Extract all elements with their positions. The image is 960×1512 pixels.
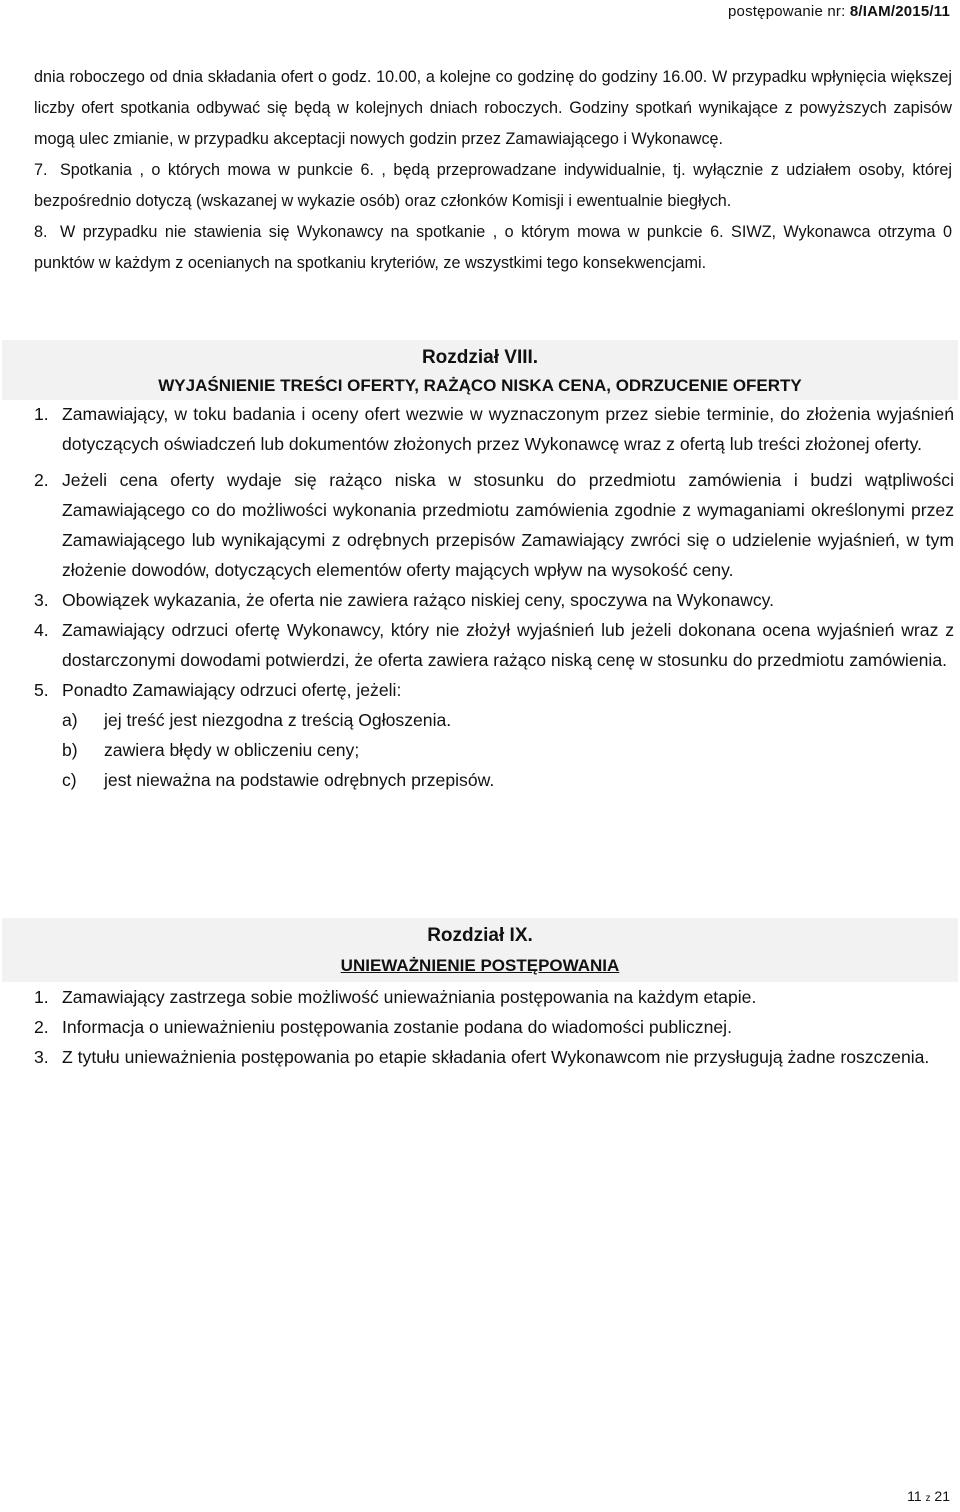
list-item-number: 1. [34, 987, 49, 1007]
header-prefix: postępowanie nr: [728, 3, 850, 20]
sublist-item-text: jest nieważna na podstawie odrębnych przepisów. [104, 770, 495, 790]
list-item [34, 585, 954, 615]
current-page: 11 [907, 1488, 922, 1504]
sublist-item-letter: a) [62, 710, 78, 730]
intro-item-text: W przypadku nie stawienia się Wykonawcy na spotkanie , o którym mowa w punkcie 6. SIWZ, Wykonawca otrzyma 0 punktów w każdym z ocenianych na spotkaniu kryteriów, ze wszystkimi tego konsekwencjami. [34, 223, 952, 272]
list-item-text: Informacja o unieważnieniu postępowania zostanie podana do wiadomości publicznej. [62, 1017, 732, 1037]
intro-item-text: Spotkania , o których mowa w punkcie 6. , będą przeprowadzane indywidualnie, tj. wyłącznie z udziałem osoby, której bezpośrednio dotyczą (wskazanej w wykazie osób) oraz członków Komisji i ewentualnie biegłych. [34, 161, 952, 210]
total-pages: 21 [934, 1488, 950, 1504]
list-item [34, 982, 954, 1012]
sublist-item [62, 735, 954, 765]
intro-continuation: dnia roboczego od dnia składania ofert o godz. 10.00, a kolejne co godzinę do godziny 16.00. W przypadku wpłynięcia większej liczby ofert spotkania odbywać się będą w kolejnych dniach roboczych. Godziny spotkań wynikające z powyższych zapisów mogą ulec zmianie, w przypadku akceptacji nowych godzin przez Zamawiającego i Wykonawcę. [34, 68, 952, 148]
sublist [62, 705, 954, 795]
sublist-item [62, 765, 954, 795]
list-item-number: 4. [34, 620, 49, 640]
list-item-text: Zamawiający odrzuci ofertę Wykonawcy, który nie złożył wyjaśnień lub jeżeli dokonana ocena wyjaśnień wraz z dostarczonymi dowodami potwierdzi, że oferta zawiera rażąco niską cenę w stosunku do przedmiotu zamówienia. [62, 620, 954, 670]
list-item-number: 2. [34, 470, 49, 490]
chapter-8-heading [2, 340, 958, 400]
list-item-number: 3. [34, 1047, 49, 1067]
sublist-item [62, 705, 954, 735]
list-item [34, 1012, 954, 1042]
sublist-item-text: zawiera błędy w obliczeniu ceny; [104, 740, 360, 760]
list-item-number: 2. [34, 1017, 49, 1037]
intro-item-number: 7. [34, 161, 48, 179]
sublist-item-text: jej treść jest niezgodna z treścią Ogłoszenia. [104, 710, 452, 730]
intro-item-8 [34, 217, 952, 279]
chapter-title: Rozdział IX. [427, 925, 533, 946]
list-item [34, 399, 954, 459]
chapter-subtitle: UNIEWAŻNIENIE POSTĘPOWANIA [340, 956, 620, 975]
intro-section [34, 62, 952, 279]
list-item [34, 675, 954, 705]
list-item-number: 3. [34, 590, 49, 610]
list-item-text: Z tytułu unieważnienia postępowania po etapie składania ofert Wykonawcom nie przysługują żadne roszczenia. [62, 1047, 930, 1067]
sublist-wrapper [34, 705, 954, 795]
chapter-title: Rozdział VIII. [421, 347, 539, 368]
chapter-9-heading [2, 918, 958, 982]
sublist-item-letter: c) [62, 770, 77, 790]
list-item-text: Jeżeli cena oferty wydaje się rażąco niska w stosunku do przedmiotu zamówienia i budzi wątpliwości Zamawiającego co do możliwości wykonania przedmiotu zamówienia zgodnie z wymaganiami określonymi przez Zamawiającego lub wynikającymi z odrębnych przepisów Zamawiający zwróci się o udzielenie wyjaśnień, w tym złożenie dowodów, dotyczących elementów oferty mających wpływ na wysokość ceny. [62, 470, 954, 580]
page-number [907, 1488, 950, 1504]
list-item-number: 5. [34, 680, 49, 700]
list-item-text: Obowiązek wykazania, że oferta nie zawiera rażąco niskiej ceny, spoczywa na Wykonawcy. [62, 590, 775, 610]
list-item [34, 465, 954, 585]
document-header [728, 3, 950, 20]
chapter-8-list [34, 399, 954, 795]
list-item-number: 1. [34, 404, 49, 424]
chapter-9-list [34, 982, 954, 1072]
intro-item-7 [34, 155, 952, 217]
list-item-text: Zamawiający zastrzega sobie możliwość unieważniania postępowania na każdym etapie. [62, 987, 757, 1007]
list-item [34, 1042, 954, 1072]
intro-item-number: 8. [34, 223, 48, 241]
case-number: 8/IAM/2015/11 [849, 3, 950, 20]
chapter-subtitle: WYJAŚNIENIE TREŚCI OFERTY, RAŻĄCO NISKA CENA, ODRZUCENIE OFERTY [158, 376, 802, 395]
list-item-text: Ponadto Zamawiający odrzuci ofertę, jeżeli: [62, 680, 402, 700]
sublist-item-letter: b) [62, 740, 78, 760]
page-of-label: z [925, 1493, 931, 1504]
list-item-text: Zamawiający, w toku badania i oceny ofert wezwie w wyznaczonym przez siebie terminie, do złożenia wyjaśnień dotyczących oświadczeń lub dokumentów złożonych przez Wykonawcę wraz z ofertą lub treści złożonej oferty. [62, 404, 954, 454]
list-item [34, 615, 954, 675]
